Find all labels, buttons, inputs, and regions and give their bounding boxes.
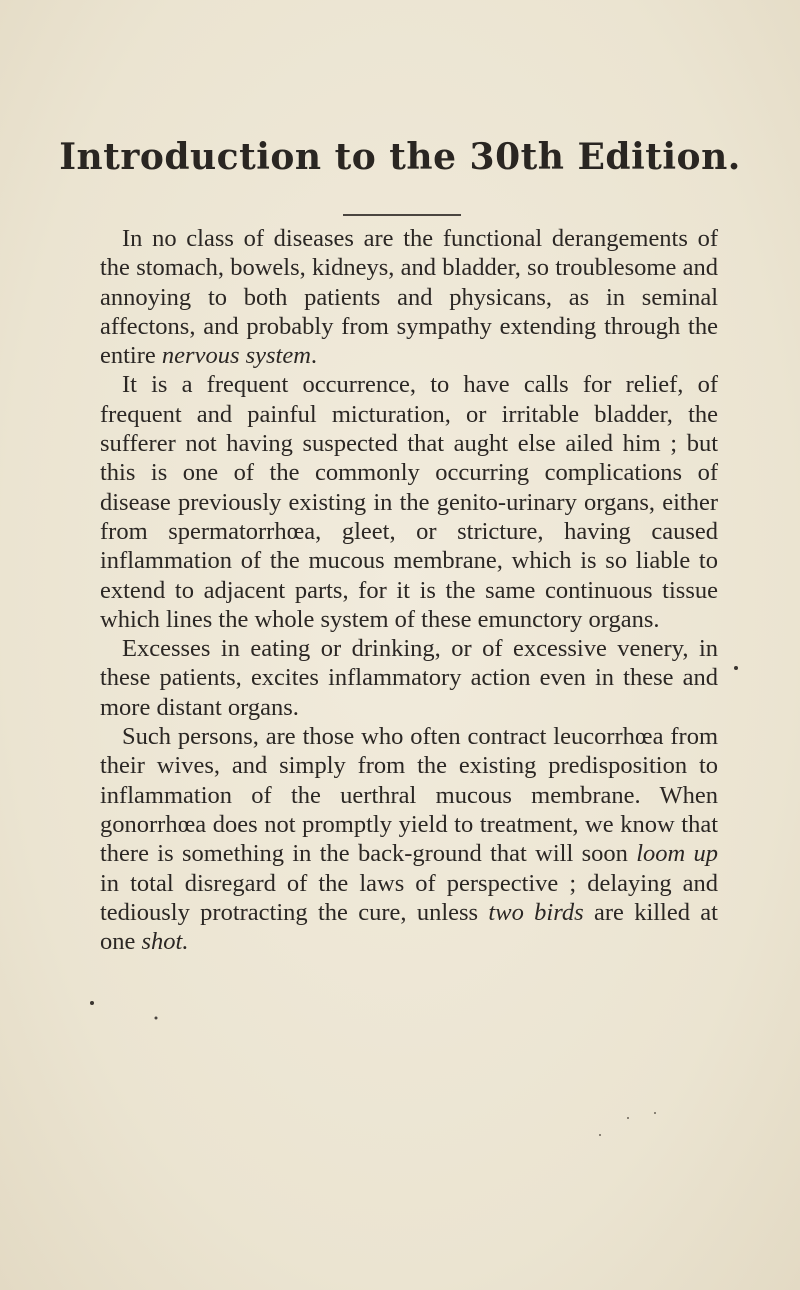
text-run: Such persons, are those who often contract leucorrhœa from their wives, and simply from the existing predisposition to inflammation of the uerthral mucous membrane. When gonorrhœa does not promptly yield to treatment, we know that there is something in the back-ground that will soon xyxy=(100,723,718,868)
body-text xyxy=(100,224,718,956)
text-run: in total disregard of the laws of perspective ; delaying and tediously protracting the cure, unless xyxy=(100,869,718,926)
paragraph-3 xyxy=(100,634,718,722)
speck xyxy=(734,666,738,670)
speck xyxy=(90,1001,94,1005)
emphasis-loom-up: loom up xyxy=(636,840,719,868)
text-run: Excesses in eating or drinking, or of excessive venery, in these patients, excites inflammatory action even in these and more distant organs. xyxy=(100,635,718,721)
text-run: It is a frequent occurrence, to have calls for relief, of frequent and painful micturation, or irritable bladder, the sufferer not having suspected that aught else ailed him ; but this is one of the commonly occurring complications of disease previously existing in the genito-urinary organs, either from spermatorrhœa, gleet, or stricture, having caused inflammation of the mucous membrane, which is so liable to extend to adjacent parts, for it is the same continuous tissue which lines the whole system of these emunctory organs. xyxy=(100,371,718,633)
title-divider xyxy=(343,214,461,216)
text-run: are killed at one xyxy=(100,898,718,956)
text-run: In no class of diseases are the functional derangements of the stomach, bowels, kidneys, and bladder, so troublesome and annoying to both patients and physicans, as in seminal affectons, and probably from sympathy extending through the entire xyxy=(100,225,718,370)
text-run: . xyxy=(310,342,318,370)
emphasis-shot: shot. xyxy=(141,928,189,956)
paragraph-2 xyxy=(100,370,718,634)
speck xyxy=(155,1017,158,1020)
speck xyxy=(654,1112,656,1114)
paragraph-1 xyxy=(100,224,718,370)
page-title: Introduction to the 30th Edition. xyxy=(59,136,741,178)
paragraph-4 xyxy=(100,722,718,956)
speck xyxy=(599,1134,601,1136)
emphasis-two-birds: two birds xyxy=(488,898,584,926)
emphasis-nervous-system: nervous system xyxy=(161,342,311,370)
speck xyxy=(627,1117,629,1119)
